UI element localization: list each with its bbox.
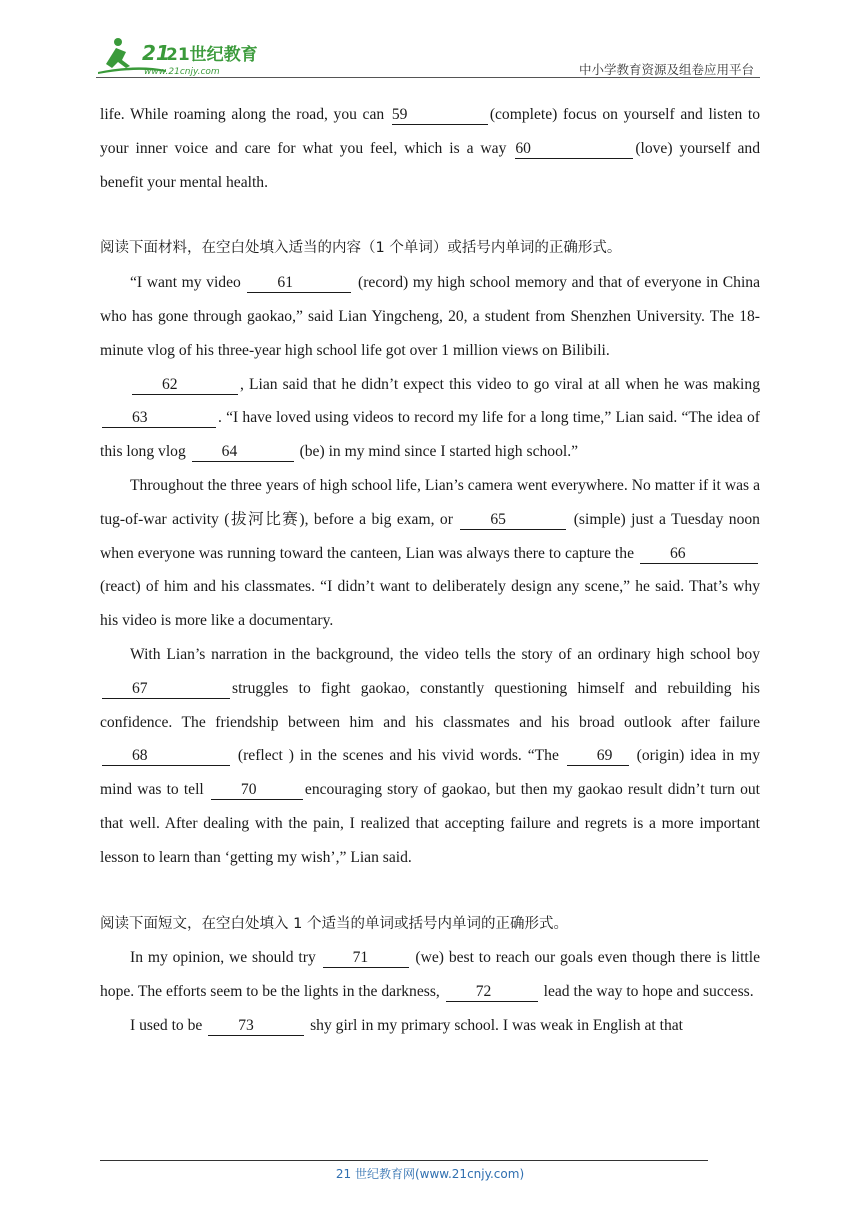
section-2-paragraph-4: With Lian’s narration in the background, the video tells the story of an ordinary high school boy 67 struggles to fight gaokao, constantly questioning himself and rebuilding his confidence. The friendship between him and his classmates and his broad outlook after failure 68 (reflect ) in the scenes and his vivid words. “The 69 (origin) idea in my mind was to tell 70 encouraging story of gaokao, but then my gaokao result didn’t turn out that well. After dealing with the pain, I realized that accepting failure and regrets is a more important lesson to learn than ‘getting my wish’,” Lian said. [100,645,761,866]
blank-73[interactable]: 73 [208,1017,304,1036]
blank-65[interactable]: 65 [460,511,566,530]
blank-66[interactable]: 66 [640,545,758,564]
section-2-paragraph-2: 62 , Lian said that he didn’t expect this video to go viral at all when he was making 63 . “I have loved using videos to record my life for a long time,” Lian said. “The idea of this long vlog 64 (be) in my mind since I started high school.” [100,375,760,461]
footer-source[interactable]: 21 世纪教育网(www.21cnjy.com) [335,1167,525,1181]
blank-70[interactable]: 70 [211,781,303,800]
section-2-instruction: 阅读下面材料，在空白处填入适当的内容（1 个单词）或括号内单词的正确形式。 [100,240,622,257]
blank-61[interactable]: 61 [247,274,351,293]
21cnjy-logo [96,34,266,78]
svg-text:21: 21 [142,41,170,65]
blank-69[interactable]: 69 [567,747,629,766]
header-divider [96,77,760,78]
document-body [100,98,760,1043]
section-2-paragraph-3: Throughout the three years of high school life, Lian’s camera went everywhere. No matter if it was a tug-of-war activity (拔河比赛), before a big exam, or 65 (simple) just a Tuesday noon when everyone was running toward the canteen, Lian was always there to capture the 66(react) of him and his classmates. “I didn’t want to deliberately design any scene,” he said. That’s why his video is more like a documentary. [100,476,760,630]
blank-62[interactable]: 62 [132,376,238,395]
section-3-paragraph-1: In my opinion, we should try 71 (we) best to reach our goals even though there is little hope. The efforts seem to be the lights in the darkness, 72 lead the way to hope and success. [100,949,760,1001]
blank-64[interactable]: 64 [192,443,294,462]
section-3-paragraph-2: I used to be 73 shy girl in my primary school. I was weak in English at that [130,1016,684,1034]
svg-text:21世纪教育: 21世纪教育 [166,45,258,65]
blank-63[interactable]: 63 [102,409,216,428]
blank-59[interactable]: 59 [392,106,488,125]
blank-72[interactable]: 72 [446,983,538,1002]
platform-label: 中小学教育资源及组卷应用平台 [578,62,754,77]
footer-divider [100,1160,708,1161]
passage-1-continuation: life. While roaming along the road, you can 59 (complete) focus on yourself and listen to your inner voice and care for what you feel, which is a way 60 (love) yourself and benefit your mental health. [100,106,761,191]
blank-67[interactable]: 67 [102,680,230,699]
blank-71[interactable]: 71 [323,949,409,968]
section-2-paragraph-1: “I want my video 61 (record) my high school memory and that of everyone in China who has gone through gaokao,” said Lian Yingcheng, 20, a student from Shenzhen University. The 18-minute vlog of his three-year high school life got over 1 million views on Bilibili. [100,274,760,359]
page-header [96,32,760,78]
blank-60[interactable]: 60 [515,140,633,159]
svg-text:www.21cnjy.com: www.21cnjy.com [144,67,220,77]
blank-68[interactable]: 68 [102,747,230,766]
section-3-instruction: 阅读下面短文，在空白处填入 1 个适当的单词或括号内单词的正确形式。 [100,915,568,932]
